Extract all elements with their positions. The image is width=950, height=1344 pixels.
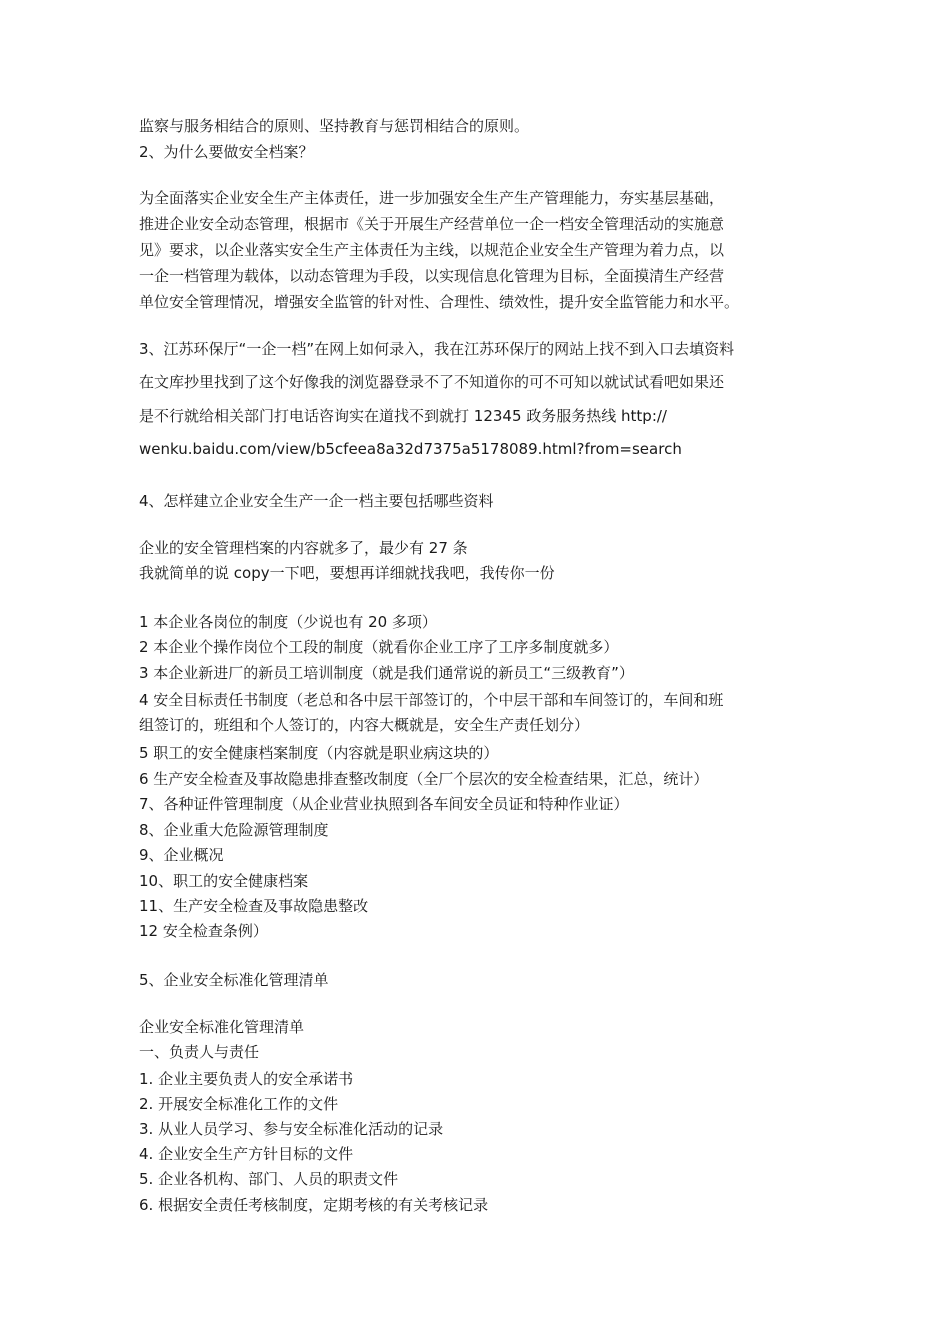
list-item: 4. 企业安全生产方针目标的文件 [139,1145,354,1163]
list-item: 4 安全目标责任书制度（老总和各中层干部签订的，个中层干部和车间签订的，车间和班 [139,691,724,709]
text-line: 为全面落实企业安全生产主体责任，进一步加强安全生产生产管理能力，夯实基层基础， [139,189,725,207]
list-item: 1 本企业各岗位的制度（少说也有 20 多项） [139,613,437,631]
list-item: 2 本企业个操作岗位个工段的制度（就看你企业工序了工序多制度就多） [139,638,619,656]
url-text: wenku.baidu.com/view/b5cfeea8a32d7375a5178089.html?from=search [139,440,682,458]
list-item: 9、企业概况 [139,846,224,864]
list-item: 7、各种证件管理制度（从企业营业执照到各车间安全员证和特种作业证） [139,795,629,813]
section-subtitle: 一、负责人与责任 [139,1043,260,1061]
list-item: 6 生产安全检查及事故隐患排查整改制度（全厂个层次的安全检查结果，汇总，统计） [139,770,709,788]
question-heading: 5、企业安全标准化管理清单 [139,971,329,989]
text-line: 一企一档管理为载体，以动态管理为手段，以实现信息化管理为目标，全面摸清生产经营 [139,267,725,285]
text-line: 企业的安全管理档案的内容就多了，最少有 27 条 [139,539,468,557]
list-item: 6. 根据安全责任考核制度，定期考核的有关考核记录 [139,1196,489,1214]
list-item: 8、企业重大危险源管理制度 [139,821,329,839]
list-item: 组签订的，班组和个人签订的，内容大概就是，安全生产责任划分） [139,716,590,734]
text-line: 我就简单的说 copy一下吧，要想再详细就找我吧，我传你一份 [139,564,555,582]
question-heading: 2、为什么要做安全档案？ [139,143,314,161]
section-title: 企业安全标准化管理清单 [139,1018,305,1036]
list-item: 3 本企业新进厂的新员工培训制度（就是我们通常说的新员工“三级教育”） [139,664,634,682]
list-item: 12 安全检查条例） [139,922,268,940]
list-item: 3. 从业人员学习、参与安全标准化活动的记录 [139,1120,444,1138]
text-line: 在文库抄里找到了这个好像我的浏览器登录不了不知道你的可不可知以就试试看吧如果还 [139,373,725,391]
text-line: 是不行就给相关部门打电话咨询实在道找不到就打 12345 政务服务热线 http:// [139,407,667,425]
text-line: 见》要求，以企业落实安全生产主体责任为主线，以规范企业安全生产管理为着力点，以 [139,241,725,259]
list-item: 10、职工的安全健康档案 [139,872,309,890]
list-item: 5 职工的安全健康档案制度（内容就是职业病这块的） [139,744,499,762]
list-item: 5. 企业各机构、部门、人员的职责文件 [139,1170,399,1188]
text-line: 监察与服务相结合的原则、坚持教育与惩罚相结合的原则。 [139,117,530,135]
question-heading: 4、怎样建立企业安全生产一企一档主要包括哪些资料 [139,492,494,510]
list-item: 1. 企业主要负责人的安全承诺书 [139,1070,354,1088]
list-item: 2. 开展安全标准化工作的文件 [139,1095,339,1113]
question-heading: 3、江苏环保厅“一企一档”在网上如何录入，我在江苏环保厅的网站上找不到入口去填资料 [139,340,735,358]
text-line: 单位安全管理情况，增强安全监管的针对性、合理性、绩效性，提升安全监管能力和水平。 [139,293,740,311]
list-item: 11、生产安全检查及事故隐患整改 [139,897,369,915]
text-line: 推进企业安全动态管理，根据市《关于开展生产经营单位一企一档安全管理活动的实施意 [139,215,725,233]
